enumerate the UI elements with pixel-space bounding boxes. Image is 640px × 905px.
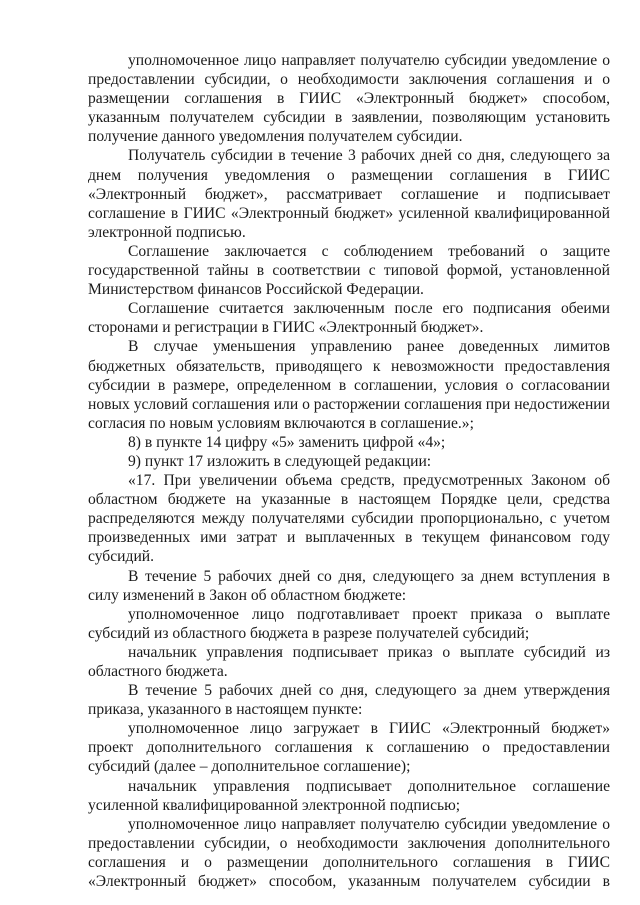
paragraph-13: уполномоченное лицо загружает в ГИИС «Электронный бюджет» проект дополнительного соглашения к соглашению о предоставлении субсидий (далее – дополнительное соглашение);	[88, 720, 610, 776]
paragraph-10: уполномоченное лицо подготавливает проект приказа о выплате субсидий из областного бюджета в разрезе получателей субсидий;	[88, 605, 610, 642]
paragraph-14: начальник управления подписывает дополнительное соглашение усиленной квалифицированной электронной подписью;	[88, 777, 610, 814]
document-page	[88, 51, 610, 891]
paragraph-7: 9) пункт 17 изложить в следующей редакции:	[128, 452, 432, 470]
paragraph-2: Получатель субсидии в течение 3 рабочих дней со дня, следующего за днем получения уведомления о размещении соглашения в ГИИС «Электронный бюджет», рассматривает соглашение и подписывает соглашение в ГИИС «Электронный бюджет» усиленной квалифицированной электронной подписью.	[88, 147, 610, 241]
paragraph-11: начальник управления подписывает приказ о выплате субсидий из областного бюджета.	[88, 643, 610, 680]
paragraph-5: В случае уменьшения управлению ранее доведенных лимитов бюджетных обязательств, приводящего к невозможности предоставления субсидии в размере, определенном в соглашении, условия о согласовании новых условий соглашения или о расторжении соглашения при недостижении согласия по новым условиям включаются в соглашение.»;	[88, 338, 610, 432]
paragraph-1: уполномоченное лицо направляет получателю субсидии уведомление о предоставлении субсидии, о необходимости заключения соглашения и о размещении соглашения в ГИИС «Электронный бюджет» способом, указанным получателем субсидии в заявлении, позволяющим установить получение данного уведомления получателем субсидии.	[88, 52, 610, 146]
paragraph-12: В течение 5 рабочих дней со дня, следующего за днем утверждения приказа, указанного в настоящем пункте:	[88, 682, 610, 719]
paragraph-6: 8) в пункте 14 цифру «5» заменить цифрой «4»;	[128, 433, 446, 451]
paragraph-15: уполномоченное лицо направляет получателю субсидии уведомление о предоставлении субсидии, о необходимости заключения дополнительного соглашения и о размещении дополнительного соглашения в ГИИС «Электронный бюджет» способом, указанным получателем субсидии в	[88, 815, 610, 891]
paragraph-4: Соглашение считается заключенным после его подписания обеими сторонами и регистрации в ГИИС «Электронный бюджет».	[88, 300, 610, 337]
paragraph-3: Соглашение заключается с соблюдением требований о защите государственной тайны в соответствии с типовой формой, установленной Министерством финансов Российской Федерации.	[88, 242, 610, 299]
paragraph-9: В течение 5 рабочих дней со дня, следующего за днем вступления в силу изменений в Закон об областном бюджете:	[88, 567, 610, 604]
paragraph-8: «17. При увеличении объема средств, предусмотренных Законом об областном бюджете на указанные в настоящем Порядке цели, средства распределяются между получателями субсидии пропорционально, с учетом произведенных ими затрат и выплаченных в текущем финансовом году субсидий.	[88, 472, 610, 566]
